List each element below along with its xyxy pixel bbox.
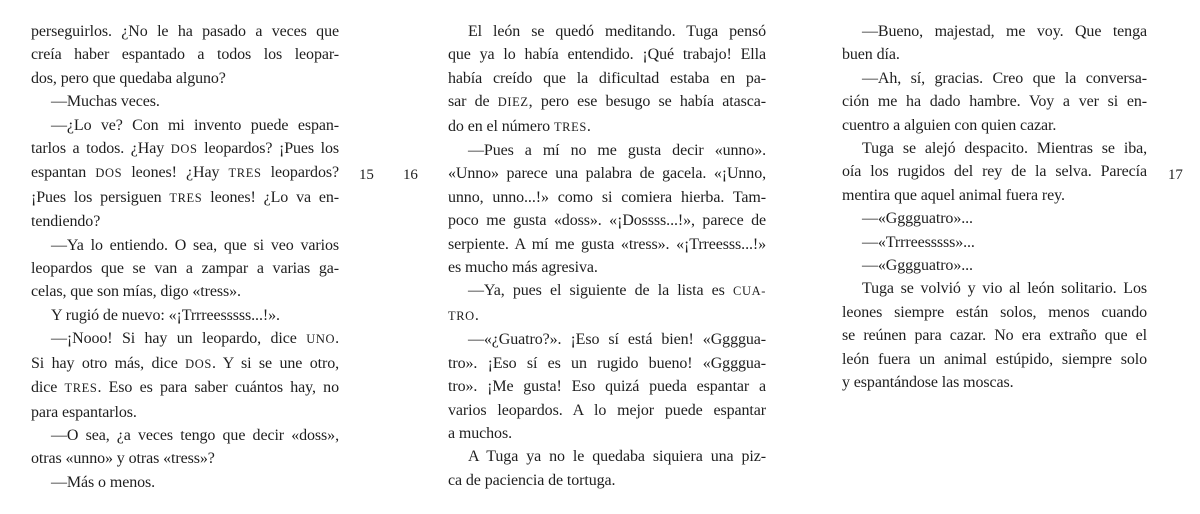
text-line: había creído que la dificultad estaba en pa- <box>448 69 766 87</box>
paragraph <box>842 67 1147 137</box>
text-line: do en el número TRES. <box>448 117 591 135</box>
small-caps-word: TRES <box>553 119 587 134</box>
text-line: —¿Lo ve? Con mi invento puede espan- <box>51 116 339 134</box>
paragraph <box>842 254 1147 277</box>
page-number-15: 15 <box>359 167 374 183</box>
paragraph <box>31 114 339 234</box>
text-line: leones siempre están solos, menos cuando <box>842 303 1147 321</box>
text-line: unno, unno...!» como si comiera hierba. Tam- <box>448 188 766 206</box>
text-line: buen día. <box>842 46 900 64</box>
text-line: tro». ¡Eso sí es un rugido bueno! «Ggggua- <box>448 354 766 372</box>
paragraph <box>842 20 1147 67</box>
text-line: —O sea, ¿a veces tengo que decir «doss», <box>51 426 339 444</box>
text-line: celas, que son mías, digo «tress». <box>31 283 241 301</box>
paragraph <box>842 277 1147 394</box>
text-line: —Bueno, majestad, me voy. Que tenga <box>862 23 1147 40</box>
paragraph <box>31 20 339 90</box>
small-caps-word: DOS <box>95 166 123 181</box>
text-line: —«¿Guatro?». ¡Eso sí está bien! «Ggggua- <box>468 331 766 349</box>
page-column-15 <box>31 20 339 494</box>
small-caps-word: TRO <box>448 308 475 323</box>
small-caps-word: DOS <box>170 142 198 157</box>
paragraph <box>448 279 766 328</box>
paragraph <box>31 327 339 424</box>
text-line: —¡Nooo! Si hay un leopardo, dice UNO. <box>51 330 339 348</box>
text-line: oía los rugidos del rey de la selva. Parecía <box>842 163 1147 181</box>
small-caps-word: UNO <box>306 332 336 347</box>
text-line: y espantándose las moscas. <box>842 374 1014 392</box>
text-line: —Ya, pues el siguiente de la lista es CUA- <box>468 282 766 300</box>
text-line: a muchos. <box>448 424 512 442</box>
text-line: dos, pero que quedaba alguno? <box>31 69 226 87</box>
text-line: ¡Pues los persiguen TRES leones! ¿Lo va en- <box>31 188 339 206</box>
text-line: creía haber espantado a todos los leopar- <box>31 46 339 64</box>
paragraph <box>31 90 339 113</box>
text-line: ción me ha dado hambre. Voy a ver si en- <box>842 93 1147 111</box>
text-line: El león se quedó meditando. Tuga pensó <box>468 23 766 40</box>
text-line: —Muchas veces. <box>51 93 160 111</box>
page-number-17: 17 <box>1168 167 1183 183</box>
small-caps-word: CUA- <box>733 284 766 299</box>
text-line: dice TRES. Eso es para saber cuántos hay, no <box>31 379 339 397</box>
text-line: para espantarlos. <box>31 403 137 421</box>
text-line: otras «unno» y otras «tress»? <box>31 450 215 468</box>
text-line: que ya lo había entendido. ¡Qué trabajo! Ella <box>448 46 766 64</box>
small-caps-word: TRES <box>64 381 98 396</box>
small-caps-word: DOS <box>185 356 212 371</box>
page-column-16 <box>448 20 766 492</box>
text-line: espantan DOS leones! ¿Hay TRES leopardos? <box>31 164 339 182</box>
text-line: —Más o menos. <box>51 473 156 491</box>
text-line: tro». ¡Me gusta! Eso quizá pueda espantar a <box>448 378 766 396</box>
text-line: Y rugió de nuevo: «¡Trrreesssss...!». <box>51 306 280 324</box>
paragraph <box>31 234 339 304</box>
text-line: —«Gggguatro»... <box>862 257 973 275</box>
text-line: TRO. <box>448 306 479 324</box>
text-line: cuentro a alguien con quien cazar. <box>842 116 1057 134</box>
paragraph <box>842 137 1147 207</box>
paragraph <box>31 304 339 327</box>
text-line: —Pues a mí no me gusta decir «unno». <box>468 142 766 160</box>
paragraph <box>842 207 1147 230</box>
text-line: ca de paciencia de tortuga. <box>448 471 616 489</box>
text-line: sar de DIEZ, pero ese besugo se había atasca- <box>448 93 766 111</box>
text-line: tendiendo? <box>31 213 101 231</box>
text-line: se reúnen para cazar. No era extraño que el <box>842 327 1147 345</box>
text-line: león fuera un animal estúpido, siempre solo <box>842 350 1147 368</box>
text-line: —Ah, sí, gracias. Creo que la conversa- <box>862 69 1147 87</box>
page-number-16: 16 <box>403 167 418 183</box>
text-line: es mucho más agresiva. <box>448 259 598 277</box>
small-caps-word: TRES <box>228 166 262 181</box>
text-line: mentira que aquel animal fuera rey. <box>842 186 1065 204</box>
small-caps-word: DIEZ <box>497 95 529 110</box>
text-line: tarlos a todos. ¿Hay DOS leopardos? ¡Pues los <box>31 140 339 158</box>
text-line: serpiente. A mí me gusta «tress». «¡Trreesss...!» <box>448 235 766 253</box>
text-line: —«Gggguatro»... <box>862 210 973 228</box>
paragraph <box>842 231 1147 254</box>
paragraph <box>448 139 766 279</box>
text-line: A Tuga ya no le quedaba siquiera una piz- <box>468 448 766 466</box>
text-line: leopardos que se van a zampar a varias ga- <box>31 260 339 278</box>
text-line: poco me gusta «doss». «¡Dossss...!», parece de <box>448 212 766 230</box>
text-line: perseguirlos. ¿No le ha pasado a veces que <box>31 23 339 40</box>
paragraph <box>448 445 766 492</box>
paragraph <box>31 471 339 494</box>
small-caps-word: TRES <box>169 190 203 205</box>
text-line: «Unno» parece una palabra de gacela. «¡Unno, <box>448 165 766 183</box>
text-line: Tuga se alejó despacito. Mientras se iba, <box>862 140 1147 158</box>
paragraph <box>448 20 766 139</box>
text-line: —«Trrreesssss»... <box>862 233 975 251</box>
text-line: Si hay otro más, dice DOS. Y si se une otro, <box>31 354 339 372</box>
page-column-17 <box>842 20 1147 395</box>
text-line: varios leopardos. A lo mejor puede espantar <box>448 401 766 419</box>
text-line: Tuga se volvió y vio al león solitario. Los <box>862 280 1147 298</box>
paragraph <box>31 424 339 471</box>
paragraph <box>448 328 766 445</box>
text-line: —Ya lo entiendo. O sea, que si veo varios <box>51 236 339 254</box>
